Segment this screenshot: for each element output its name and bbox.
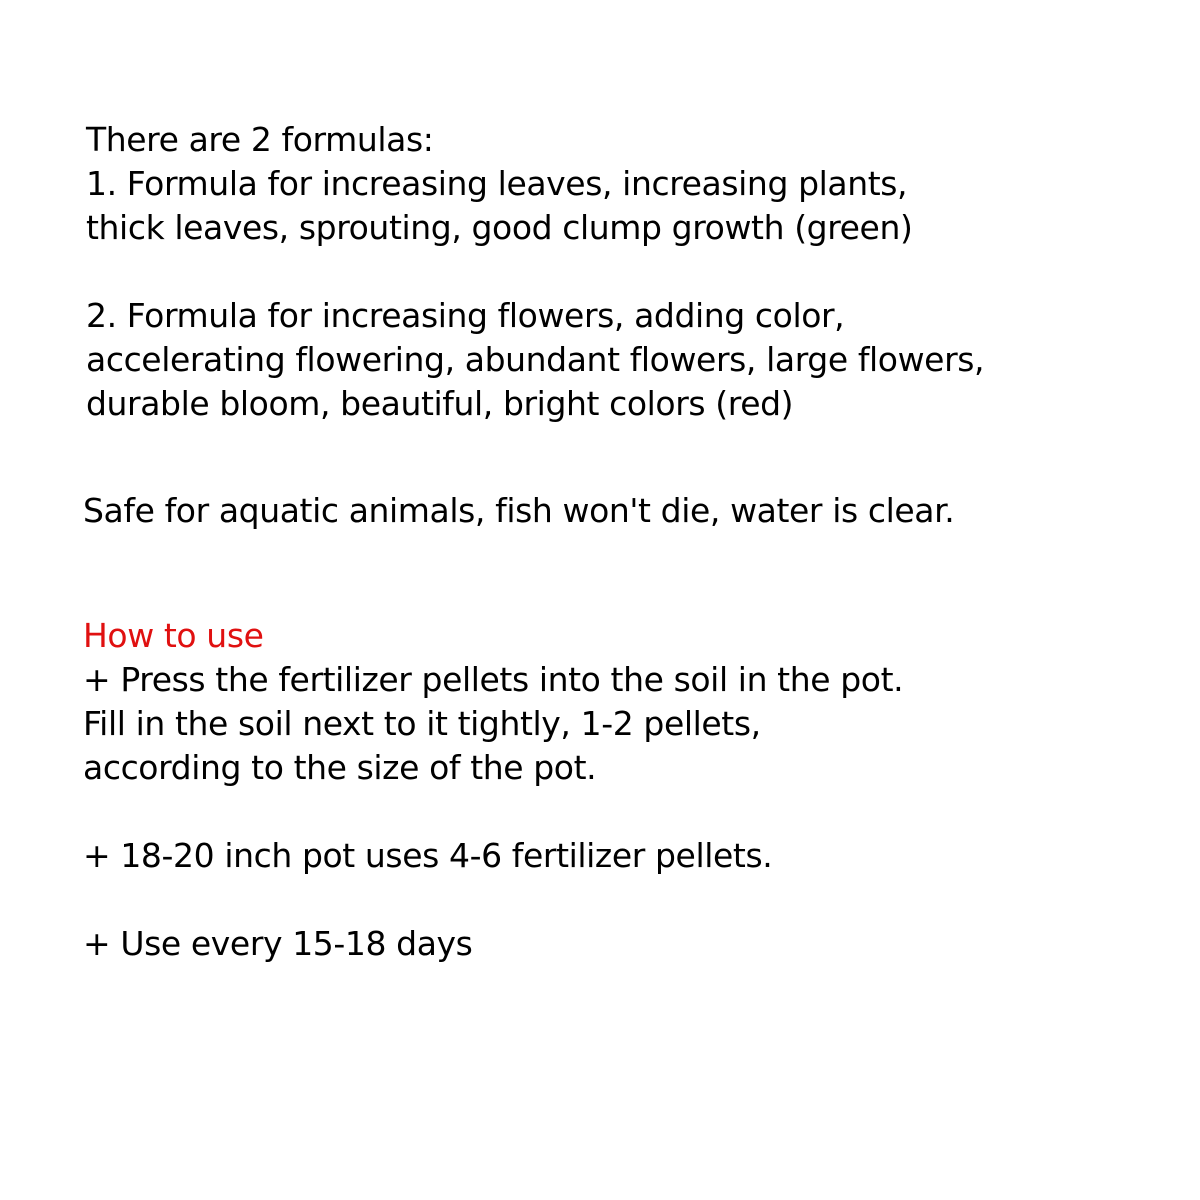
usage-step-1-line-1: + Press the fertilizer pellets into the soil in the pot. — [83, 660, 904, 699]
formula-1-line-1: 1. Formula for increasing leaves, increasing plants, — [86, 164, 908, 203]
how-to-use-heading: How to use — [83, 616, 264, 655]
formula-1-line-2: thick leaves, sprouting, good clump growth (green) — [86, 208, 913, 247]
usage-step-1-line-3: according to the size of the pot. — [83, 748, 597, 787]
formulas-intro: There are 2 formulas: — [86, 120, 434, 159]
formula-2-line-1: 2. Formula for increasing flowers, adding color, — [86, 296, 845, 335]
safety-note: Safe for aquatic animals, fish won't die, water is clear. — [83, 491, 955, 530]
formula-2-line-3: durable bloom, beautiful, bright colors (red) — [86, 384, 794, 423]
usage-step-3: + Use every 15-18 days — [83, 924, 473, 963]
usage-step-2: + 18-20 inch pot uses 4-6 fertilizer pellets. — [83, 836, 773, 875]
usage-step-1-line-2: Fill in the soil next to it tightly, 1-2 pellets, — [83, 704, 761, 743]
formula-2-line-2: accelerating flowering, abundant flowers, large flowers, — [86, 340, 985, 379]
